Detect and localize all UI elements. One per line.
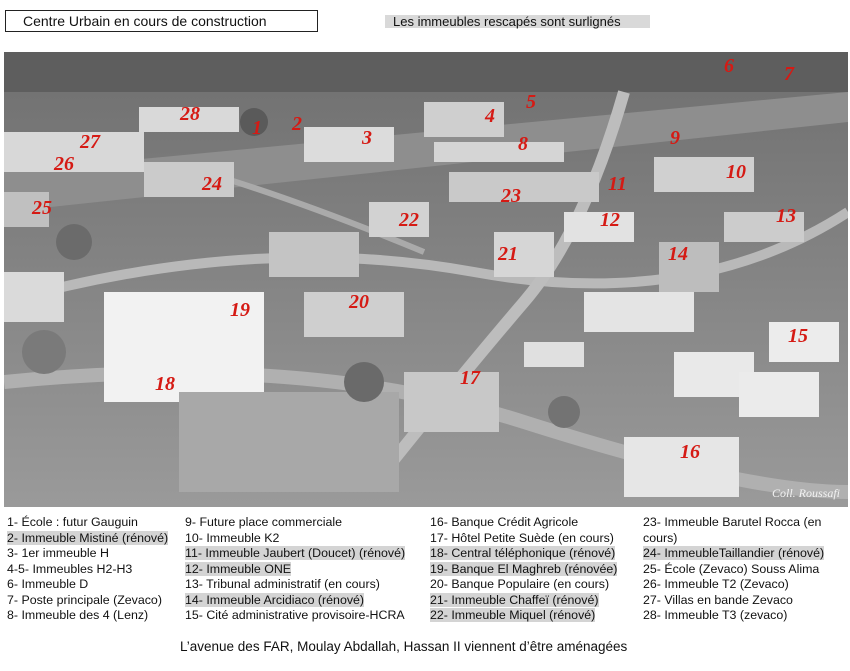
photo-label-15: 15 bbox=[788, 325, 808, 347]
legend-item: 8- Immeuble des 4 (Lenz) bbox=[7, 608, 149, 622]
photo-label-6: 6 bbox=[724, 55, 734, 77]
legend-item: 23- Immeuble Barutel Rocca (en bbox=[643, 515, 822, 529]
photo-label-14: 14 bbox=[668, 243, 688, 265]
photo-label-7: 7 bbox=[784, 63, 794, 85]
legend-item: 28- Immeuble T3 (zevaco) bbox=[643, 608, 788, 622]
photo-label-16: 16 bbox=[680, 441, 700, 463]
legend-column-3 bbox=[430, 515, 617, 624]
photo-label-18: 18 bbox=[155, 373, 175, 395]
photo-label-3: 3 bbox=[362, 127, 372, 149]
photo-label-12: 12 bbox=[600, 209, 620, 231]
photo-label-23: 23 bbox=[501, 185, 521, 207]
legend-item: 3- 1er immeuble H bbox=[7, 546, 109, 560]
legend-item: 25- École (Zevaco) Souss Alima bbox=[643, 561, 820, 576]
photo-label-1: 1 bbox=[252, 117, 262, 139]
legend-column-2 bbox=[185, 515, 405, 624]
legend-item: 22- Immeuble Miquel (rénové) bbox=[430, 608, 596, 622]
legend-item: 2- Immeuble Mistiné (rénové) bbox=[7, 530, 169, 545]
aerial-photo bbox=[4, 52, 848, 507]
legend-item: 1- École : futur Gauguin bbox=[7, 515, 138, 529]
photo-label-2: 2 bbox=[292, 113, 302, 135]
highlight-note: Les immeubles rescapés sont surlignés bbox=[385, 15, 650, 28]
photo-label-28: 28 bbox=[180, 103, 200, 125]
legend-item: 24- ImmeubleTaillandier (rénové) bbox=[643, 546, 825, 560]
photo-label-21: 21 bbox=[498, 243, 518, 265]
legend-item: 26- Immeuble T2 (Zevaco) bbox=[643, 577, 789, 591]
legend-item: 17- Hôtel Petite Suède (en cours) bbox=[430, 530, 614, 545]
legend-item: 6- Immeuble D bbox=[7, 577, 89, 591]
legend-item: 7- Poste principale (Zevaco) bbox=[7, 592, 162, 607]
photo-label-22: 22 bbox=[399, 209, 419, 231]
photo-label-5: 5 bbox=[526, 91, 536, 113]
photo-label-17: 17 bbox=[460, 367, 480, 389]
legend-column-4 bbox=[643, 515, 824, 624]
legend-item: 10- Immeuble K2 bbox=[185, 530, 280, 545]
legend-item: 18- Central téléphonique (rénové) bbox=[430, 546, 616, 560]
photo-label-8: 8 bbox=[518, 133, 528, 155]
photo-credit: Coll. Roussafi bbox=[771, 486, 840, 500]
legend-item: 9- Future place commerciale bbox=[185, 515, 343, 529]
photo-label-26: 26 bbox=[54, 153, 74, 175]
page-title: Centre Urbain en cours de construction bbox=[5, 10, 318, 32]
photo-label-27: 27 bbox=[80, 131, 100, 153]
legend-item: 19- Banque El Maghreb (rénovée) bbox=[430, 561, 618, 576]
legend-column-1 bbox=[7, 515, 168, 624]
legend-item: 21- Immeuble Chaffeï (rénové) bbox=[430, 592, 599, 607]
photo-label-19: 19 bbox=[230, 299, 250, 321]
photo-label-9: 9 bbox=[670, 127, 680, 149]
legend-item: 4-5- Immeubles H2-H3 bbox=[7, 561, 133, 576]
photo-label-24: 24 bbox=[202, 173, 222, 195]
legend-item: 20- Banque Populaire (en cours) bbox=[430, 577, 610, 591]
photo-label-20: 20 bbox=[349, 291, 369, 313]
legend-item: 11- Immeuble Jaubert (Doucet) (rénové) bbox=[185, 546, 406, 560]
photo-label-13: 13 bbox=[776, 205, 796, 227]
footer-caption: L’avenue des FAR, Moulay Abdallah, Hassan II viennent d’être aménagées bbox=[180, 639, 628, 654]
legend-item: 13- Tribunal administratif (en cours) bbox=[185, 577, 380, 591]
legend-item: 27- Villas en bande Zevaco bbox=[643, 592, 793, 607]
legend-item: cours) bbox=[643, 530, 678, 545]
photo-label-4: 4 bbox=[485, 105, 495, 127]
photo-label-25: 25 bbox=[32, 197, 52, 219]
aerial-photo-drawing bbox=[4, 52, 848, 507]
legend-item: 16- Banque Crédit Agricole bbox=[430, 515, 579, 529]
photo-label-10: 10 bbox=[726, 161, 746, 183]
photo-label-11: 11 bbox=[608, 173, 627, 195]
legend-item: 14- Immeuble Arcidiaco (rénové) bbox=[185, 592, 365, 607]
legend-item: 15- Cité administrative provisoire-HCRA bbox=[185, 608, 405, 622]
legend-item: 12- Immeuble ONE bbox=[185, 561, 292, 576]
